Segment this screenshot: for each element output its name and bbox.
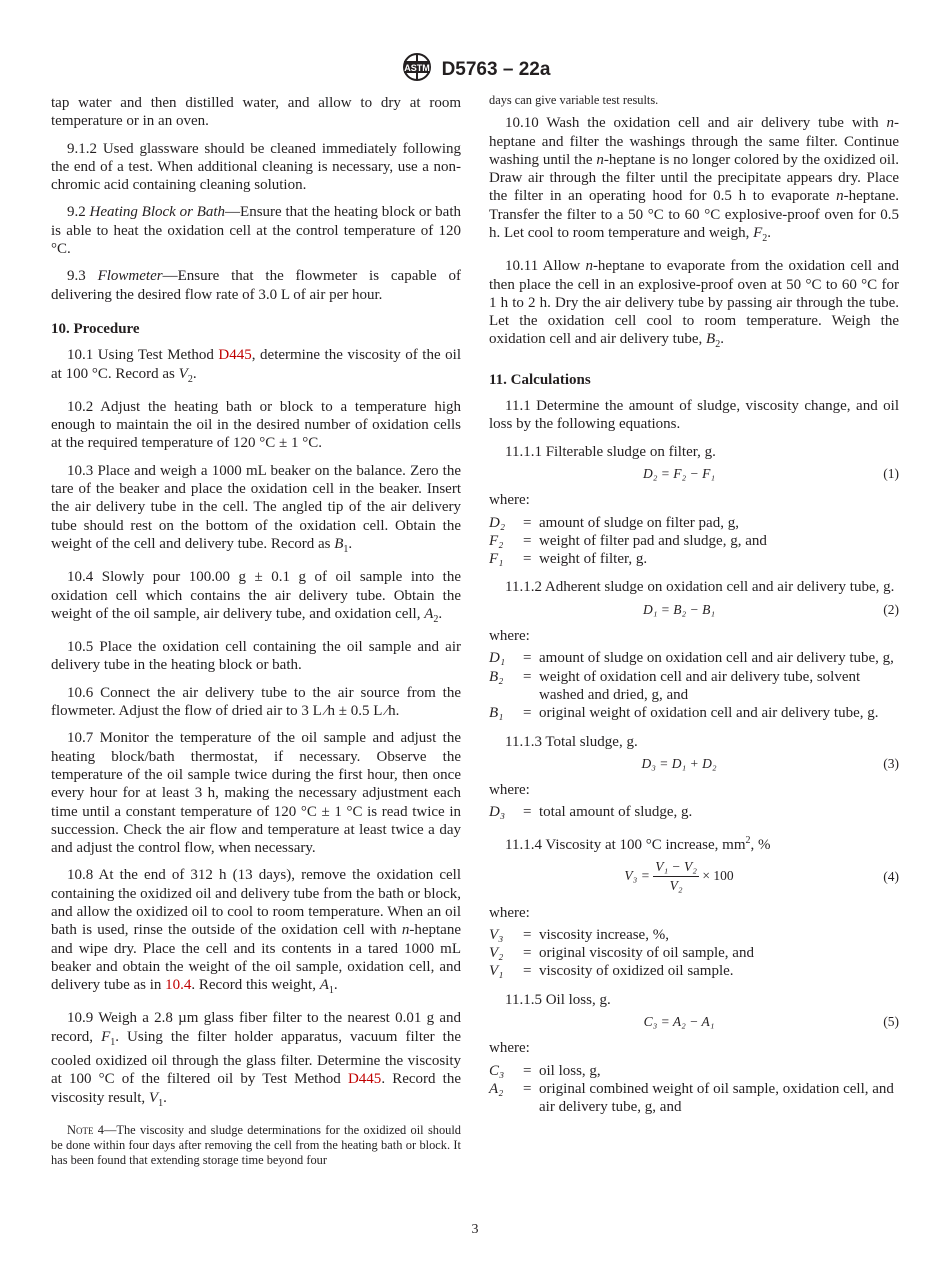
equation-number: (1) [883,465,899,481]
sub: 1 [158,1097,164,1109]
sub: 1 [328,985,334,997]
text: 10.8 At the end of 312 h (13 days), remove the oxidation cell containing the oxidized oil and delivery tube from the bath or block, and allow the oxidized oil to cool to room temperature. When an oil bath is used, rinse the outside of the oxidation cell with [51,867,461,939]
paragraph-11-1-2: 11.1.2 Adherent sludge on oxidation cell and air delivery tube, g. [505,579,895,596]
equation-expr: D₂ = F₂ − F₁ [642,465,716,481]
paragraph-10-11 [489,257,899,354]
heading-calculations: 11. Calculations [489,371,591,388]
definition-text: amount of sludge on filter pad, g, [539,514,739,531]
text: , % [750,836,771,853]
sub: 2 [715,339,721,351]
definition-equals: = [523,514,532,531]
text: 10.4 Slowly pour 100.00 g ± 0.1 g of oil sample into the oxidation cell which contains the air delivery tube. Obtain the weight of the oil sample, air delivery tube, and oxidation cell, [51,569,461,622]
definition-symbol: F₁ [489,551,504,568]
text: -heptane. Transfer the filter to a 50 °C to 60 °C explosive-proof oven for 0.5 h. Let cool to room temperature and weigh, [489,188,899,241]
var: F [101,1028,111,1045]
paragraph-9-3 [51,267,461,304]
equation-number: (4) [883,868,899,884]
definition-equals: = [523,650,532,667]
equation-5 [489,1013,899,1031]
text: 10.11 Allow [505,258,586,275]
paragraph-10-8 [51,866,461,1000]
paragraph-10-3 [51,462,461,559]
definition-equals: = [523,532,532,549]
paragraph-11-1: 11.1 Determine the amount of sludge, viscosity change, and oil loss by the following equations. [489,398,899,433]
link-d445[interactable]: D445 [218,347,252,364]
where-label: where: [489,492,530,509]
text: . [348,535,353,552]
definition-symbol: C₃ [489,1062,505,1079]
definition-symbol: V₂ [489,945,504,962]
text: . Using the filter holder apparatus, vacuum filter the cooled oxidized oil through the glass filter. Determine the viscosity at 100 °C of the filtered oil by Test Method [51,1028,461,1088]
equation-expr: D₁ = B₂ − B₁ [642,601,716,617]
text: . [192,365,197,382]
fraction [653,858,699,896]
definition-equals: = [523,804,532,821]
equation-1 [489,465,899,483]
link-d445[interactable]: D445 [347,1071,382,1088]
definition-text: weight of oxidation cell and air delivery tube, solvent washed and dried, g, and [539,668,861,703]
text: 11.1.4 Viscosity at 100 °C increase, mm [505,836,746,853]
where-label: where: [489,1040,530,1057]
paragraph-11-1-3: 11.1.3 Total sludge, g. [505,733,638,750]
text: . [767,224,772,241]
equation-expr [489,858,869,896]
text: . Record this weight, [191,977,320,994]
numerator: V₁ − V₂ [653,858,699,877]
paragraph-10-2: 10.2 Adjust the heating bath or block to a temperature high enough to maintain the oil in the desired number of oxidation cells at the required temperature of 120 °C ± 1 °C. [51,398,461,452]
text: 10.10 Wash the oxidation cell and air delivery tube with [505,115,887,132]
var: B [334,535,344,552]
var: n [596,151,604,168]
equation-number: (5) [883,1014,899,1030]
paragraph-10-6: 10.6 Connect the air delivery tube to the air source from the flowmeter. Adjust the flow of dried air to 3 L ⁄h ± 0.5 L ⁄h. [51,684,461,720]
equation-3 [489,755,899,773]
where-label: where: [489,904,530,921]
svg-text:ASTM: ASTM [403,63,430,73]
left-column [51,94,461,1169]
link-10-4[interactable]: 10.4 [165,977,192,994]
definition-equals: = [523,705,532,722]
paragraph-11-1-1: 11.1.1 Filterable sludge on filter, g. [505,443,716,460]
definition-text: oil loss, g, [539,1062,601,1079]
equation-number: (2) [883,601,899,617]
definition-equals: = [523,945,532,962]
var: B [706,331,716,348]
section-title: Flowmeter [97,268,163,285]
sup: 2 [745,834,751,846]
equation-expr: C₃ = A₂ − A₁ [643,1014,715,1030]
defs-3 [489,803,899,821]
paragraph-10-1 [51,346,461,389]
definition-symbol: V₁ [489,963,504,980]
text: . [720,331,724,348]
var: n [401,922,410,939]
section-number: 9.2 [67,204,86,221]
text: 10.1 Using Test Method [67,347,219,364]
denominator: V₂ [669,878,683,894]
note-text: —The viscosity and sludge determinations for the oxidized oil should be done within four days after removing the cell from the heating bath or block. It has been found that extending storage time beyond four [51,1122,461,1168]
definition-text: amount of sludge on oxidation cell and air delivery tube, g, [539,650,894,667]
right-column [489,94,899,1127]
paragraph-11-1-5: 11.1.5 Oil loss, g. [505,991,611,1008]
definition-symbol: D₂ [489,514,506,531]
var: A [424,605,434,622]
equation-expr: D₃ = D₁ + D₂ [641,755,717,771]
equation-number: (3) [883,755,899,771]
defs-4 [489,926,899,981]
text: . [438,605,443,622]
note-4 [51,1123,461,1169]
definition-text: original viscosity of oil sample, and [539,945,754,962]
paragraph-10-10 [489,114,899,248]
definition-text: viscosity of oxidized oil sample. [539,963,734,980]
eq-tail: × 100 [702,867,734,883]
paragraph-10-5: 10.5 Place the oxidation cell containing the oil sample and air delivery tube in the heating block or bath. [51,639,461,674]
sub: 1 [110,1036,116,1048]
where-label: where: [489,628,530,645]
definition-text: weight of filter, g. [539,551,648,568]
definition-symbol: V₃ [489,926,504,943]
definition-symbol: B₂ [489,668,504,685]
heading-procedure: 10. Procedure [51,320,140,337]
equation-2 [489,601,899,619]
text: -heptane to evaporate from the oxidation cell and then place the cell in an explosive-proof oven at 50 °C to 60 °C for 1 h to 2 h. Dry the air delivery tube by passing air through the tube. Let the oxidation cell cool to room temperature. Weigh the oxidation cell and air delivery tube, [489,258,899,348]
definition-equals: = [523,551,532,568]
note-label: Note 4 [67,1122,104,1137]
definition-symbol: D₁ [489,650,506,667]
paragraph-9-2 [51,203,461,258]
definition-symbol: F₂ [489,532,504,549]
eq-lhs: V₃ = [624,867,650,883]
text: 10.9 Weigh a 2.8 µm glass fiber filter to the nearest 0.01 g and record, [51,1010,461,1045]
paragraph-11-1-4 [489,832,899,854]
standard-designation: D5763 – 22a [441,58,551,80]
var: V [178,365,188,382]
paragraph-10-4 [51,568,461,629]
text: , determine the viscosity of the oil at 100 °C. Record as [51,347,461,382]
definition-equals: = [523,1062,532,1079]
text: -heptane and wipe dry. Place the cell and its contents in a tared 1000 mL beaker and obtain the weight of the oil sample, oxidation cell, and delivery tube as in [51,922,461,994]
astm-logo-icon [400,52,434,87]
sub: 1 [343,543,349,555]
var: n [886,115,894,132]
section-title: Heating Block or Bath [89,204,226,221]
text: . Record the viscosity result, [51,1071,462,1106]
var: n [585,258,593,275]
paragraph-10-7: 10.7 Monitor the temperature of the oil sample and adjust the heating block/bath thermostat, if necessary. Observe the temperature of the oil sample twice during the first hour, then once every hour for at least 3 h, making the necessary adjustment each time until a constant temperature of 120 °C ± 1 °C is read twice in succession. Check the air flow and temperature at least twice a day and adjust the control flow, when necessary. [51,730,461,857]
paragraph-10-9 [51,1009,461,1112]
sub: 2 [187,373,193,385]
text: . [163,1089,167,1106]
paragraph-continued: tap water and then distilled water, and allow to dry at room temperature or in an oven. [51,95,461,130]
definition-symbol: D₃ [489,804,506,821]
definition-equals: = [523,668,532,685]
sub: 2 [762,232,768,244]
equation-4 [489,858,899,896]
text: . [333,977,338,994]
text: -heptane and filter the washings through the same filter. Continue washing until the [489,115,899,168]
paragraph-9-1-2: 9.1.2 Used glassware should be cleaned immediately following the end of a test. When additional cleaning is necessary, use a non-chromic acid containing cleaning solution. [51,140,461,194]
definition-text: viscosity increase, %, [539,926,669,943]
var: n [836,188,844,205]
section-text: —Ensure that the heating block or bath is able to heat the oxidation cell at the control temperature of 120 °C. [51,204,462,258]
section-number: 9.3 [67,268,86,285]
definition-equals: = [523,926,532,943]
section-text: —Ensure that the flowmeter is capable of delivering the desired flow rate of 3.0 L of air per hour. [51,268,461,303]
var: A [319,977,329,994]
defs-5 [489,1062,899,1117]
definition-text: original weight of oxidation cell and air delivery tube, g. [539,705,879,722]
definition-text: total amount of sludge, g. [539,804,693,821]
definition-text: original combined weight of oil sample, oxidation cell, and air delivery tube, g, and [539,1080,894,1116]
page-number: 3 [471,1222,479,1237]
var: V [148,1089,159,1106]
defs-2 [489,649,899,722]
definition-equals: = [523,963,532,980]
sub: 2 [433,613,439,625]
page-header [0,52,950,87]
var: F [753,224,763,241]
where-label: where: [489,782,530,799]
definition-equals: = [523,1080,532,1097]
definition-symbol: A₂ [489,1080,504,1097]
definition-text: weight of filter pad and sludge, g, and [539,532,767,549]
defs-1 [489,514,899,569]
text: -heptane is no longer colored by the oxidized oil. Draw air through the filter until the precipitate appears dry. Place the filter in an operating hood for 0.5 h to evaporate [489,151,899,205]
definition-symbol: B₁ [489,705,504,722]
text: 10.3 Place and weigh a 1000 mL beaker on the balance. Zero the tare of the beaker and place the oxidation cell in the beaker. Insert the air delivery tube in the cell. The angled tip of the air delivery tube should rest on the bottom of the oxidation cell. Obtain the weight of the cell and delivery tube. Record as [51,462,461,552]
note-4-continued: days can give variable test results. [489,93,659,107]
